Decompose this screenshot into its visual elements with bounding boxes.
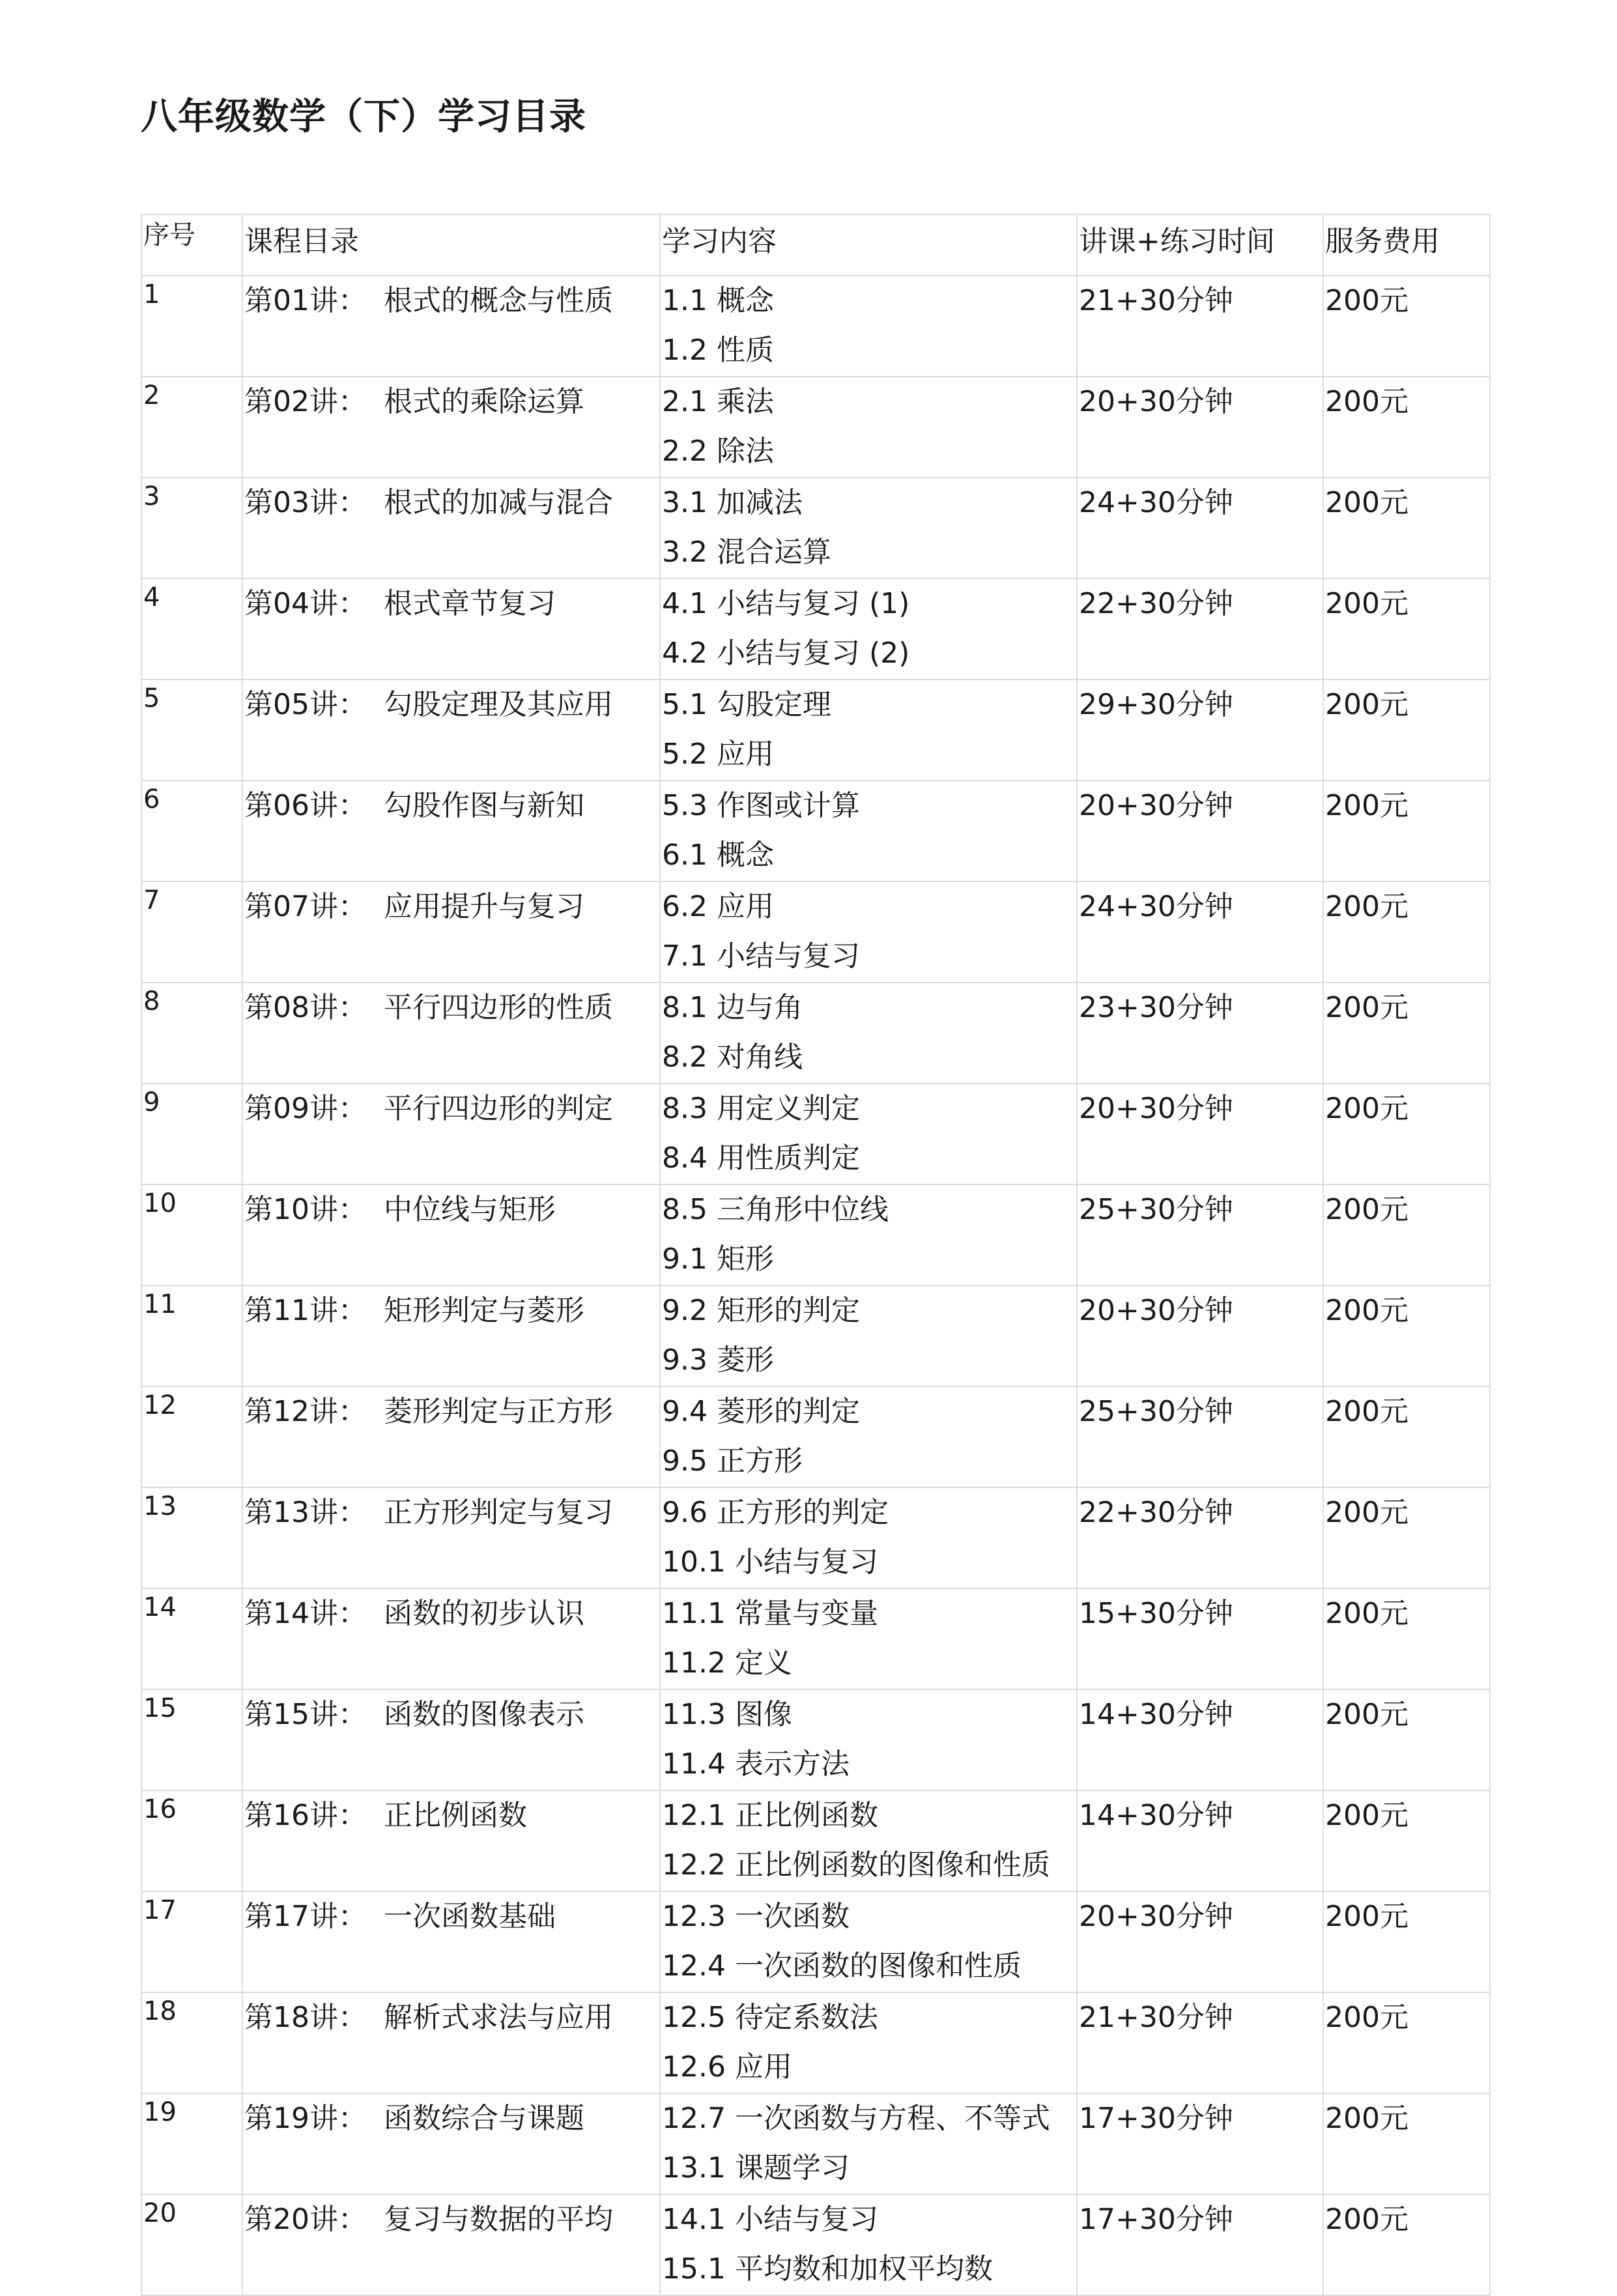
- course-name: 中位线与矩形: [384, 1193, 556, 1226]
- table-row: [141, 276, 1490, 377]
- header-no: 序号: [141, 214, 242, 276]
- course-code: 第10讲：: [244, 1193, 367, 1226]
- content-cell: [660, 478, 1077, 579]
- header-course: 课程目录: [242, 214, 660, 276]
- content-item: 9.4 菱形的判定: [662, 1395, 860, 1428]
- content-item: 11.4 表示方法: [662, 1747, 850, 1781]
- content-item: 14.1 小结与复习: [662, 2203, 878, 2236]
- table-row: [141, 1891, 1490, 1992]
- content-item: 12.2 正比例函数的图像和性质: [662, 1848, 1050, 1882]
- row-number: 10: [141, 1184, 242, 1285]
- course-cell: [242, 2093, 660, 2194]
- content-cell: [660, 1386, 1077, 1487]
- time-cell: 24+30分钟: [1077, 478, 1323, 579]
- time-cell: 22+30分钟: [1077, 1487, 1323, 1588]
- fee-cell: 200元: [1323, 579, 1490, 680]
- course-name: 正方形判定与复习: [384, 1496, 613, 1529]
- time-cell: 20+30分钟: [1077, 1083, 1323, 1184]
- content-cell: [660, 276, 1077, 377]
- content-item: 7.1 小结与复习: [662, 940, 860, 973]
- content-item: 8.4 用性质判定: [662, 1141, 860, 1175]
- content-item: 12.4 一次函数的图像和性质: [662, 1949, 1022, 1983]
- table-header-row: [141, 214, 1490, 276]
- time-cell: 24+30分钟: [1077, 882, 1323, 983]
- content-item: 11.2 定义: [662, 1646, 792, 1680]
- content-cell: [660, 1790, 1077, 1891]
- course-code: 第16讲：: [244, 1799, 367, 1832]
- content-item: 1.1 概念: [662, 284, 774, 317]
- course-name: 复习与数据的平均: [384, 2203, 613, 2236]
- course-cell: [242, 1083, 660, 1184]
- course-name: 勾股定理及其应用: [384, 688, 613, 721]
- course-cell: [242, 1891, 660, 1992]
- fee-cell: 200元: [1323, 1790, 1490, 1891]
- course-name: 解析式求法与应用: [384, 2001, 613, 2034]
- course-cell: [242, 1487, 660, 1588]
- row-number: 19: [141, 2093, 242, 2194]
- course-cell: [242, 882, 660, 983]
- table-row: [141, 579, 1490, 680]
- row-number: 14: [141, 1588, 242, 1689]
- course-code: 第08讲：: [244, 991, 367, 1024]
- content-item: 1.2 性质: [662, 334, 774, 367]
- table-row: [141, 1083, 1490, 1184]
- content-item: 3.1 加减法: [662, 486, 803, 519]
- course-cell: [242, 377, 660, 478]
- time-cell: 21+30分钟: [1077, 276, 1323, 377]
- content-item: 9.5 正方形: [662, 1444, 803, 1478]
- content-cell: [660, 882, 1077, 983]
- time-cell: 17+30分钟: [1077, 2194, 1323, 2295]
- course-cell: [242, 680, 660, 781]
- table-row: [141, 1588, 1490, 1689]
- table-row: [141, 478, 1490, 579]
- row-number: 11: [141, 1285, 242, 1386]
- content-cell: [660, 377, 1077, 478]
- content-cell: [660, 2194, 1077, 2295]
- row-number: 7: [141, 882, 242, 983]
- row-number: 17: [141, 1891, 242, 1992]
- fee-cell: 200元: [1323, 1588, 1490, 1689]
- course-code: 第13讲：: [244, 1496, 367, 1529]
- header-content: 学习内容: [660, 214, 1077, 276]
- content-cell: [660, 1083, 1077, 1184]
- fee-cell: 200元: [1323, 1487, 1490, 1588]
- content-item: 2.2 除法: [662, 435, 774, 468]
- fee-cell: 200元: [1323, 1992, 1490, 2093]
- fee-cell: 200元: [1323, 1386, 1490, 1487]
- row-number: 15: [141, 1689, 242, 1790]
- row-number: 6: [141, 781, 242, 882]
- row-number: 13: [141, 1487, 242, 1588]
- course-cell: [242, 2194, 660, 2295]
- course-code: 第17讲：: [244, 1900, 367, 1933]
- course-code: 第01讲：: [244, 284, 367, 317]
- content-item: 8.1 边与角: [662, 991, 803, 1024]
- fee-cell: 200元: [1323, 882, 1490, 983]
- content-cell: [660, 1184, 1077, 1285]
- fee-cell: 200元: [1323, 781, 1490, 882]
- table-row: [141, 2093, 1490, 2194]
- fee-cell: 200元: [1323, 478, 1490, 579]
- content-item: 5.1 勾股定理: [662, 688, 831, 721]
- content-item: 12.7 一次函数与方程、不等式: [662, 2102, 1050, 2135]
- fee-cell: 200元: [1323, 1184, 1490, 1285]
- course-cell: [242, 1285, 660, 1386]
- table-row: [141, 1285, 1490, 1386]
- table-body: [141, 276, 1490, 2295]
- content-cell: [660, 2093, 1077, 2194]
- row-number: 3: [141, 478, 242, 579]
- course-code: 第20讲：: [244, 2203, 367, 2236]
- content-item: 9.6 正方形的判定: [662, 1496, 889, 1529]
- course-cell: [242, 1588, 660, 1689]
- table-row: [141, 781, 1490, 882]
- table-row: [141, 1992, 1490, 2093]
- header-time: 讲课+练习时间: [1077, 214, 1323, 276]
- fee-cell: 200元: [1323, 276, 1490, 377]
- content-item: 12.1 正比例函数: [662, 1799, 878, 1832]
- time-cell: 23+30分钟: [1077, 983, 1323, 1083]
- row-number: 20: [141, 2194, 242, 2295]
- course-name: 根式的概念与性质: [384, 284, 613, 317]
- fee-cell: 200元: [1323, 1689, 1490, 1790]
- course-code: 第04讲：: [244, 587, 367, 620]
- content-item: 4.1 小结与复习 (1): [662, 587, 910, 620]
- content-cell: [660, 781, 1077, 882]
- time-cell: 15+30分钟: [1077, 1588, 1323, 1689]
- content-item: 9.1 矩形: [662, 1242, 774, 1276]
- content-item: 12.5 待定系数法: [662, 2001, 878, 2034]
- table-row: [141, 680, 1490, 781]
- time-cell: 20+30分钟: [1077, 377, 1323, 478]
- time-cell: 22+30分钟: [1077, 579, 1323, 680]
- content-item: 8.2 对角线: [662, 1040, 803, 1074]
- course-name: 函数的初步认识: [384, 1597, 584, 1630]
- row-number: 1: [141, 276, 242, 377]
- fee-cell: 200元: [1323, 2093, 1490, 2194]
- fee-cell: 200元: [1323, 1891, 1490, 1992]
- course-code: 第09讲：: [244, 1092, 367, 1125]
- course-name: 平行四边形的判定: [384, 1092, 613, 1125]
- table-row: [141, 377, 1490, 478]
- course-cell: [242, 579, 660, 680]
- content-item: 5.2 应用: [662, 738, 774, 771]
- course-name: 平行四边形的性质: [384, 991, 613, 1024]
- table-row: [141, 983, 1490, 1083]
- row-number: 5: [141, 680, 242, 781]
- row-number: 18: [141, 1992, 242, 2093]
- time-cell: 21+30分钟: [1077, 1992, 1323, 2093]
- course-name: 根式章节复习: [384, 587, 556, 620]
- time-cell: 25+30分钟: [1077, 1386, 1323, 1487]
- content-cell: [660, 1285, 1077, 1386]
- time-cell: 20+30分钟: [1077, 781, 1323, 882]
- content-item: 9.2 矩形的判定: [662, 1294, 860, 1327]
- course-cell: [242, 781, 660, 882]
- content-item: 15.1 平均数和加权平均数: [662, 2252, 993, 2286]
- course-name: 矩形判定与菱形: [384, 1294, 584, 1327]
- content-item: 11.3 图像: [662, 1698, 792, 1731]
- time-cell: 25+30分钟: [1077, 1184, 1323, 1285]
- content-item: 12.3 一次函数: [662, 1900, 850, 1933]
- course-cell: [242, 1386, 660, 1487]
- content-cell: [660, 983, 1077, 1083]
- course-code: 第18讲：: [244, 2001, 367, 2034]
- fee-cell: 200元: [1323, 1285, 1490, 1386]
- course-cell: [242, 1184, 660, 1285]
- course-code: 第07讲：: [244, 890, 367, 923]
- fee-cell: 200元: [1323, 983, 1490, 1083]
- fee-cell: 200元: [1323, 680, 1490, 781]
- fee-cell: 200元: [1323, 377, 1490, 478]
- row-number: 4: [141, 579, 242, 680]
- course-code: 第05讲：: [244, 688, 367, 721]
- course-name: 根式的加减与混合: [384, 486, 613, 519]
- course-code: 第06讲：: [244, 789, 367, 822]
- content-item: 8.3 用定义判定: [662, 1092, 860, 1125]
- table-row: [141, 1790, 1490, 1891]
- table-row: [141, 1184, 1490, 1285]
- content-item: 6.2 应用: [662, 890, 774, 923]
- course-cell: [242, 1790, 660, 1891]
- course-code: 第02讲：: [244, 385, 367, 418]
- fee-cell: 200元: [1323, 1083, 1490, 1184]
- content-cell: [660, 1588, 1077, 1689]
- content-item: 4.2 小结与复习 (2): [662, 637, 910, 670]
- course-cell: [242, 1689, 660, 1790]
- content-cell: [660, 1891, 1077, 1992]
- content-cell: [660, 1992, 1077, 2093]
- content-item: 6.1 概念: [662, 839, 774, 872]
- course-name: 一次函数基础: [384, 1900, 556, 1933]
- course-code: 第12讲：: [244, 1395, 367, 1428]
- course-cell: [242, 983, 660, 1083]
- time-cell: 14+30分钟: [1077, 1790, 1323, 1891]
- course-code: 第03讲：: [244, 486, 367, 519]
- content-item: 2.1 乘法: [662, 385, 774, 418]
- content-item: 3.2 混合运算: [662, 536, 831, 569]
- row-number: 8: [141, 983, 242, 1083]
- fee-cell: 200元: [1323, 2194, 1490, 2295]
- table-row: [141, 2194, 1490, 2295]
- row-number: 9: [141, 1083, 242, 1184]
- content-cell: [660, 1689, 1077, 1790]
- table-row: [141, 1386, 1490, 1487]
- time-cell: 17+30分钟: [1077, 2093, 1323, 2194]
- table-row: [141, 1487, 1490, 1588]
- content-item: 8.5 三角形中位线: [662, 1193, 889, 1226]
- course-code: 第19讲：: [244, 2102, 367, 2135]
- row-number: 16: [141, 1790, 242, 1891]
- course-name: 菱形判定与正方形: [384, 1395, 613, 1428]
- row-number: 12: [141, 1386, 242, 1487]
- page-title: 八年级数学（下）学习目录: [141, 96, 586, 138]
- course-code: 第11讲：: [244, 1294, 367, 1327]
- content-cell: [660, 579, 1077, 680]
- course-cell: [242, 478, 660, 579]
- content-item: 10.1 小结与复习: [662, 1545, 878, 1579]
- table-row: [141, 1689, 1490, 1790]
- content-item: 12.6 应用: [662, 2050, 792, 2084]
- course-name: 根式的乘除运算: [384, 385, 584, 418]
- content-item: 9.3 菱形: [662, 1343, 774, 1377]
- time-cell: 14+30分钟: [1077, 1689, 1323, 1790]
- course-name: 正比例函数: [384, 1799, 527, 1832]
- course-cell: [242, 1992, 660, 2093]
- content-cell: [660, 680, 1077, 781]
- course-code: 第14讲：: [244, 1597, 367, 1630]
- content-item: 13.1 课题学习: [662, 2151, 850, 2185]
- time-cell: 20+30分钟: [1077, 1891, 1323, 1992]
- table-row: [141, 882, 1490, 983]
- course-name: 勾股作图与新知: [384, 789, 584, 822]
- row-number: 2: [141, 377, 242, 478]
- course-code: 第15讲：: [244, 1698, 367, 1731]
- content-cell: [660, 1487, 1077, 1588]
- course-name: 应用提升与复习: [384, 890, 584, 923]
- time-cell: 29+30分钟: [1077, 680, 1323, 781]
- header-fee: 服务费用: [1323, 214, 1490, 276]
- course-name: 函数的图像表示: [384, 1698, 584, 1731]
- course-name: 函数综合与课题: [384, 2102, 584, 2135]
- content-item: 5.3 作图或计算: [662, 789, 860, 822]
- content-item: 11.1 常量与变量: [662, 1597, 878, 1630]
- course-cell: [242, 276, 660, 377]
- time-cell: 20+30分钟: [1077, 1285, 1323, 1386]
- course-table: [141, 214, 1491, 2296]
